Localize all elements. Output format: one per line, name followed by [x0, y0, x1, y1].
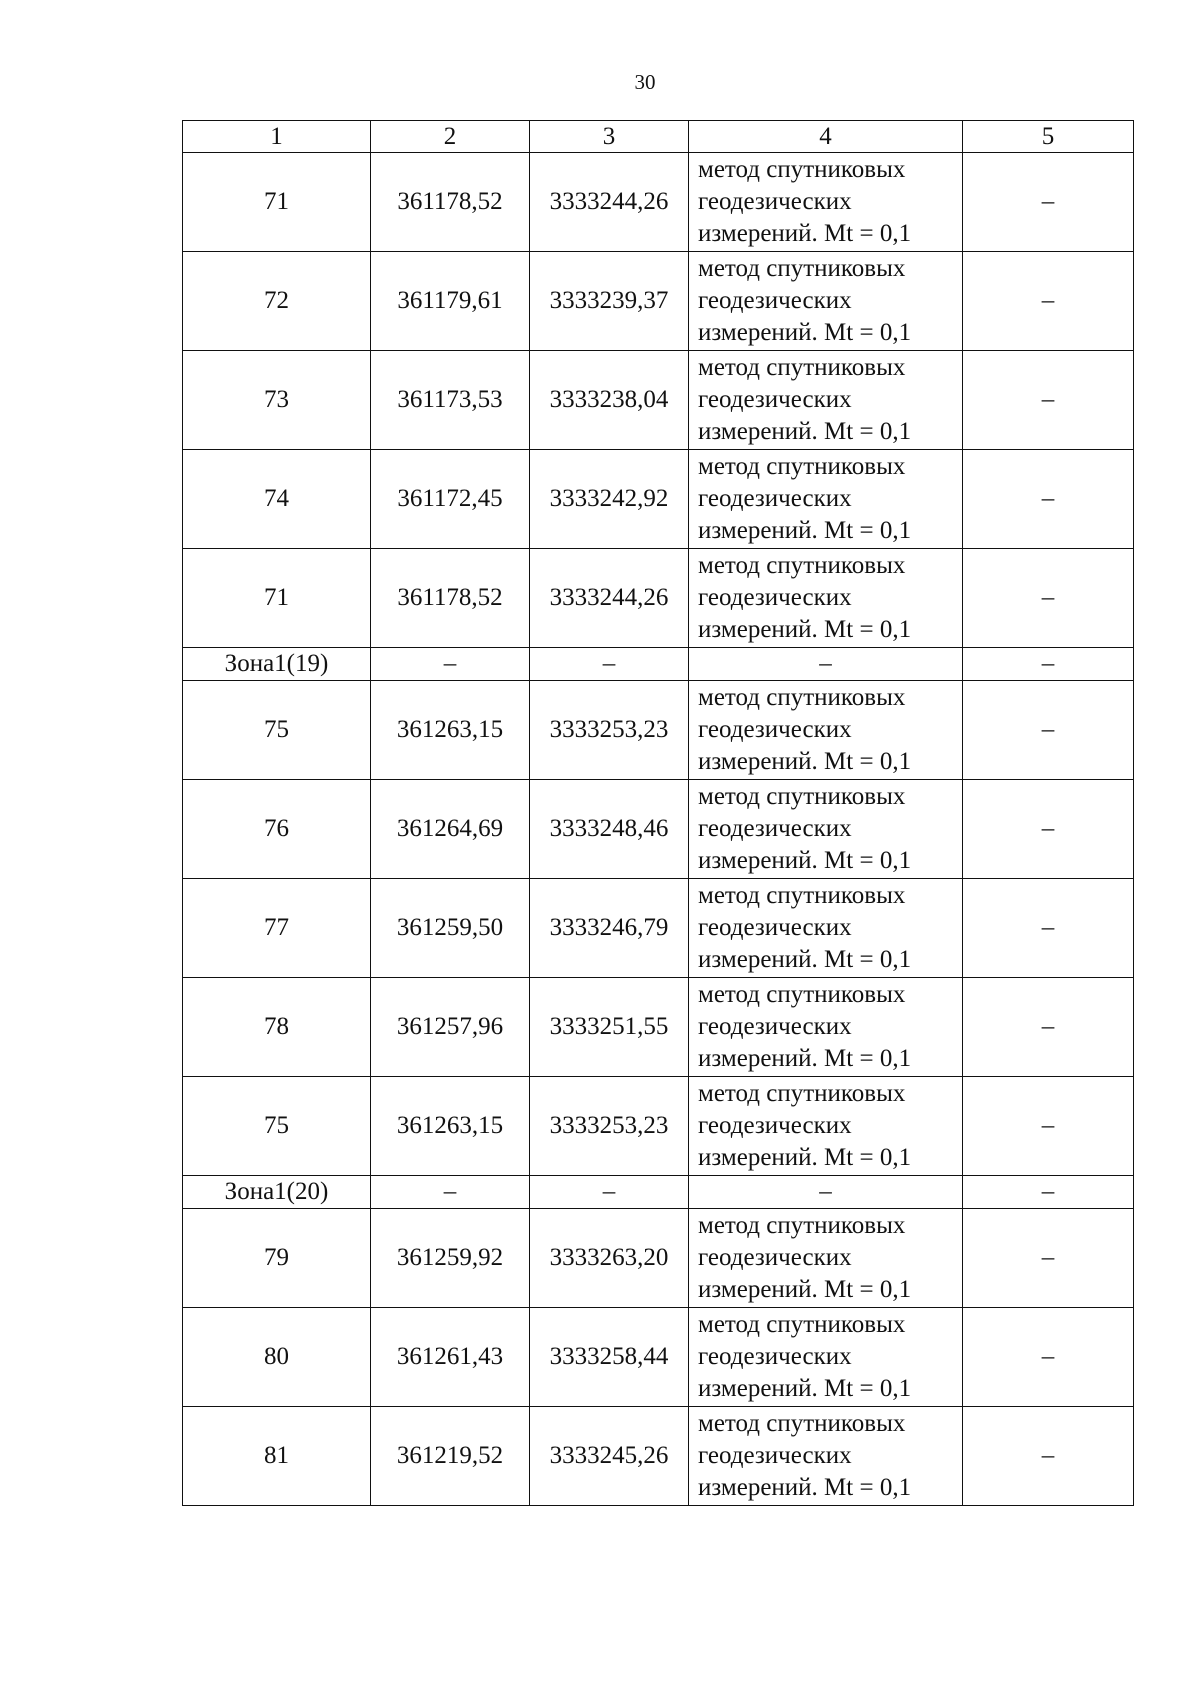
zone-row — [183, 648, 1134, 681]
method-cell — [689, 780, 963, 879]
point-number: 77 — [183, 879, 371, 978]
method-line: метод спутниковых — [698, 684, 906, 711]
zone-dash-cell: – — [963, 648, 1134, 681]
table-row — [183, 780, 1134, 879]
zone-dash-cell: – — [371, 1176, 530, 1209]
coordinate-x: 361263,15 — [371, 1077, 530, 1176]
method-line: измерений. Mt = 0,1 — [698, 1474, 912, 1501]
table-header-row — [183, 121, 1134, 153]
method-line: метод спутниковых — [698, 354, 906, 381]
method-cell — [689, 153, 963, 252]
note-cell: – — [963, 780, 1134, 879]
table-row — [183, 1308, 1134, 1407]
table-row — [183, 879, 1134, 978]
header-cell-5: 5 — [963, 121, 1134, 153]
method-cell — [689, 681, 963, 780]
method-line: измерений. Mt = 0,1 — [698, 319, 912, 346]
coordinate-x: 361259,50 — [371, 879, 530, 978]
method-cell — [689, 1308, 963, 1407]
coordinate-x: 361219,52 — [371, 1407, 530, 1506]
method-cell — [689, 450, 963, 549]
method-line: измерений. Mt = 0,1 — [698, 847, 912, 874]
coordinate-y: 3333253,23 — [530, 1077, 689, 1176]
method-line: геодезических — [698, 716, 852, 743]
method-cell — [689, 1077, 963, 1176]
method-line: измерений. Mt = 0,1 — [698, 1276, 912, 1303]
coordinate-x: 361178,52 — [371, 549, 530, 648]
method-line: геодезических — [698, 584, 852, 611]
method-line: измерений. Mt = 0,1 — [698, 1144, 912, 1171]
zone-dash-cell: – — [371, 648, 530, 681]
method-line: метод спутниковых — [698, 1080, 906, 1107]
method-cell — [689, 351, 963, 450]
coordinate-x: 361264,69 — [371, 780, 530, 879]
coordinate-y: 3333246,79 — [530, 879, 689, 978]
zone-label: Зона1(20) — [183, 1176, 371, 1209]
coordinate-x: 361259,92 — [371, 1209, 530, 1308]
coordinate-x: 361261,43 — [371, 1308, 530, 1407]
header-cell-4: 4 — [689, 121, 963, 153]
method-line: метод спутниковых — [698, 783, 906, 810]
page-number: 30 — [634, 70, 656, 94]
zone-label: Зона1(19) — [183, 648, 371, 681]
method-line: метод спутниковых — [698, 1410, 906, 1437]
method-line: метод спутниковых — [698, 255, 906, 282]
point-number: 76 — [183, 780, 371, 879]
coordinate-y: 3333239,37 — [530, 252, 689, 351]
coordinate-y: 3333244,26 — [530, 153, 689, 252]
method-line: измерений. Mt = 0,1 — [698, 418, 912, 445]
table-row — [183, 351, 1134, 450]
point-number: 71 — [183, 549, 371, 648]
coordinate-y: 3333263,20 — [530, 1209, 689, 1308]
method-line: измерений. Mt = 0,1 — [698, 1375, 912, 1402]
coordinate-x: 361173,53 — [371, 351, 530, 450]
note-cell: – — [963, 1209, 1134, 1308]
point-number: 75 — [183, 1077, 371, 1176]
table-row — [183, 681, 1134, 780]
note-cell: – — [963, 549, 1134, 648]
table-row — [183, 450, 1134, 549]
method-line: измерений. Mt = 0,1 — [698, 946, 912, 973]
coordinate-y: 3333244,26 — [530, 549, 689, 648]
method-line: измерений. Mt = 0,1 — [698, 517, 912, 544]
coordinate-x: 361172,45 — [371, 450, 530, 549]
table-row — [183, 153, 1134, 252]
zone-dash-cell: – — [530, 648, 689, 681]
zone-dash-cell: – — [963, 1176, 1134, 1209]
point-number: 72 — [183, 252, 371, 351]
point-number: 79 — [183, 1209, 371, 1308]
point-number: 74 — [183, 450, 371, 549]
method-cell — [689, 1209, 963, 1308]
point-number: 75 — [183, 681, 371, 780]
coordinate-y: 3333245,26 — [530, 1407, 689, 1506]
point-number: 73 — [183, 351, 371, 450]
method-line: геодезических — [698, 815, 852, 842]
method-line: геодезических — [698, 287, 852, 314]
note-cell: – — [963, 1077, 1134, 1176]
header-cell-3: 3 — [530, 121, 689, 153]
coordinate-x: 361263,15 — [371, 681, 530, 780]
method-cell — [689, 978, 963, 1077]
method-line: геодезических — [698, 485, 852, 512]
table-row — [183, 1077, 1134, 1176]
method-line: метод спутниковых — [698, 882, 906, 909]
coordinates-table-body — [183, 121, 1134, 1506]
coordinate-x: 361179,61 — [371, 252, 530, 351]
coordinate-y: 3333248,46 — [530, 780, 689, 879]
method-cell — [689, 879, 963, 978]
point-number: 71 — [183, 153, 371, 252]
method-line: метод спутниковых — [698, 552, 906, 579]
method-line: геодезических — [698, 188, 852, 215]
coordinate-y: 3333238,04 — [530, 351, 689, 450]
table-row — [183, 549, 1134, 648]
note-cell: – — [963, 978, 1134, 1077]
point-number: 78 — [183, 978, 371, 1077]
method-line: измерений. Mt = 0,1 — [698, 1045, 912, 1072]
method-line: геодезических — [698, 1442, 852, 1469]
point-number: 81 — [183, 1407, 371, 1506]
table-row — [183, 1209, 1134, 1308]
note-cell: – — [963, 681, 1134, 780]
method-line: метод спутниковых — [698, 156, 906, 183]
method-cell — [689, 252, 963, 351]
note-cell: – — [963, 1407, 1134, 1506]
note-cell: – — [963, 252, 1134, 351]
coordinate-y: 3333251,55 — [530, 978, 689, 1077]
note-cell: – — [963, 450, 1134, 549]
zone-dash-cell: – — [689, 1176, 963, 1209]
zone-dash-cell: – — [530, 1176, 689, 1209]
method-line: геодезических — [698, 1112, 852, 1139]
point-number: 80 — [183, 1308, 371, 1407]
coordinate-y: 3333258,44 — [530, 1308, 689, 1407]
table-row — [183, 1407, 1134, 1506]
method-line: геодезических — [698, 1013, 852, 1040]
coordinates-table — [182, 120, 1134, 1506]
method-line: измерений. Mt = 0,1 — [698, 220, 912, 247]
header-cell-2: 2 — [371, 121, 530, 153]
zone-row — [183, 1176, 1134, 1209]
method-line: метод спутниковых — [698, 453, 906, 480]
coordinate-x: 361257,96 — [371, 978, 530, 1077]
method-line: метод спутниковых — [698, 1212, 906, 1239]
method-line: измерений. Mt = 0,1 — [698, 748, 912, 775]
note-cell: – — [963, 1308, 1134, 1407]
method-line: геодезических — [698, 1343, 852, 1370]
table-row — [183, 252, 1134, 351]
method-line: измерений. Mt = 0,1 — [698, 616, 912, 643]
coordinate-x: 361178,52 — [371, 153, 530, 252]
method-cell — [689, 549, 963, 648]
method-line: метод спутниковых — [698, 981, 906, 1008]
method-cell — [689, 1407, 963, 1506]
coordinate-y: 3333253,23 — [530, 681, 689, 780]
method-line: геодезических — [698, 914, 852, 941]
note-cell: – — [963, 879, 1134, 978]
method-line: геодезических — [698, 386, 852, 413]
method-line: метод спутниковых — [698, 1311, 906, 1338]
zone-dash-cell: – — [689, 648, 963, 681]
note-cell: – — [963, 153, 1134, 252]
note-cell: – — [963, 351, 1134, 450]
table-row — [183, 978, 1134, 1077]
method-line: геодезических — [698, 1244, 852, 1271]
coordinate-y: 3333242,92 — [530, 450, 689, 549]
header-cell-1: 1 — [183, 121, 371, 153]
